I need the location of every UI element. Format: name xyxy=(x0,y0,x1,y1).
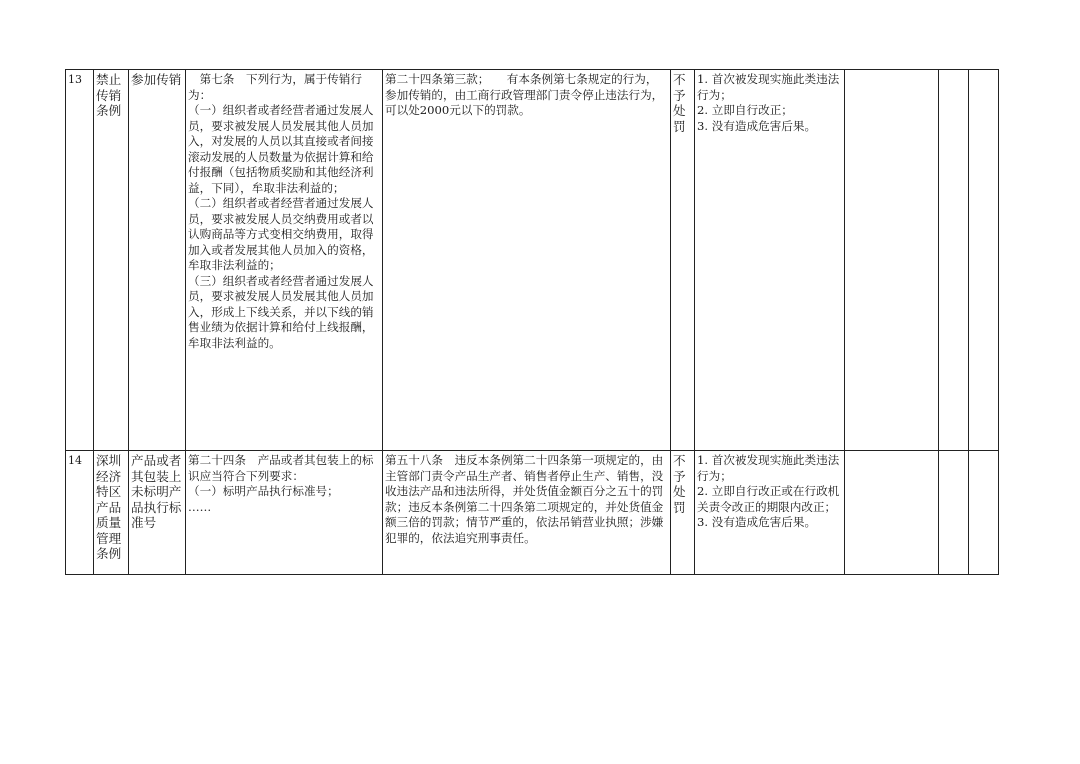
empty-cell xyxy=(969,70,999,451)
violation-behavior: 参加传销 xyxy=(129,70,186,451)
empty-cell xyxy=(939,70,969,451)
basis-paragraph: （三）组织者或者经营者通过发展人员，要求被发展人员发展其他人员加入，形成上下线关系，并以下线的销售业绩为依据计算和给付上线报酬，牟取非法利益的。 xyxy=(188,273,374,350)
legal-basis xyxy=(186,70,383,451)
basis-paragraph: （一）标明产品执行标准号； xyxy=(188,484,339,498)
exemption-conditions xyxy=(695,451,845,575)
empty-cell xyxy=(969,451,999,575)
condition-item: 2. 立即自行改正； xyxy=(697,103,793,117)
penalty-result: 不予处罚 xyxy=(671,70,695,451)
basis-paragraph: （二）组织者或者经营者通过发展人员，要求被发展人员交纳费用或者以认购商品等方式变相交纳费用，取得加入或者发展其他人员加入的资格，牟取非法利益的； xyxy=(188,196,374,272)
condition-item: 1. 首次被发现实施此类违法行为； xyxy=(697,72,840,102)
table-body xyxy=(66,70,999,575)
basis-paragraph: …… xyxy=(188,499,212,514)
condition-item: 3. 没有造成危害后果。 xyxy=(697,515,817,529)
violation-behavior: 产品或者其包装上未标明产品执行标准号 xyxy=(129,451,186,575)
table-row xyxy=(66,451,999,575)
condition-item: 1. 首次被发现实施此类违法行为； xyxy=(697,453,840,483)
basis-paragraph: 第二十四条 产品或者其包装上的标识应当符合下列要求： xyxy=(188,453,374,483)
basis-paragraph: 第七条 下列行为，属于传销行为： xyxy=(188,72,362,102)
penalty-basis: 第五十八条 违反本条例第二十四条第一项规定的，由主管部门责令产品生产者、销售者停止生产、销售，没收违法产品和违法所得，并处货值金额百分之五十的罚款；违反本条例第二十四条第二项规定的，并处货值金额三倍的罚款；情节严重的，依法吊销营业执照；涉嫌犯罪的，依法追究刑事责任。 xyxy=(383,451,671,575)
penalty-basis: 第二十四条第三款； 有本条例第七条规定的行为，参加传销的，由工商行政管理部门责令停止违法行为，可以处2000元以下的罚款。 xyxy=(383,70,671,451)
empty-cell xyxy=(939,451,969,575)
legal-basis xyxy=(186,451,383,575)
empty-cell xyxy=(845,451,939,575)
empty-cell xyxy=(845,70,939,451)
table-row xyxy=(66,70,999,451)
condition-item: 2. 立即自行改正或在行政机关责令改正的期限内改正； xyxy=(697,484,840,514)
condition-item: 3. 没有造成危害后果。 xyxy=(697,118,817,133)
row-number: 14 xyxy=(66,451,94,575)
regulation-name: 深圳经济特区产品质量管理条例 xyxy=(94,451,129,575)
exemption-conditions xyxy=(695,70,845,451)
penalty-result: 不予处罚 xyxy=(671,451,695,575)
regulation-name: 禁止传销条例 xyxy=(94,70,129,451)
row-number: 13 xyxy=(66,70,94,451)
basis-paragraph: （一）组织者或者经营者通过发展人员，要求被发展人员发展其他人员加入，对发展的人员以其直接或者间接滚动发展的人员数量为依据计算和给付报酬（包括物质奖励和其他经济利益，下同），牟取非法利益的； xyxy=(188,103,374,195)
enforcement-table xyxy=(65,69,999,575)
